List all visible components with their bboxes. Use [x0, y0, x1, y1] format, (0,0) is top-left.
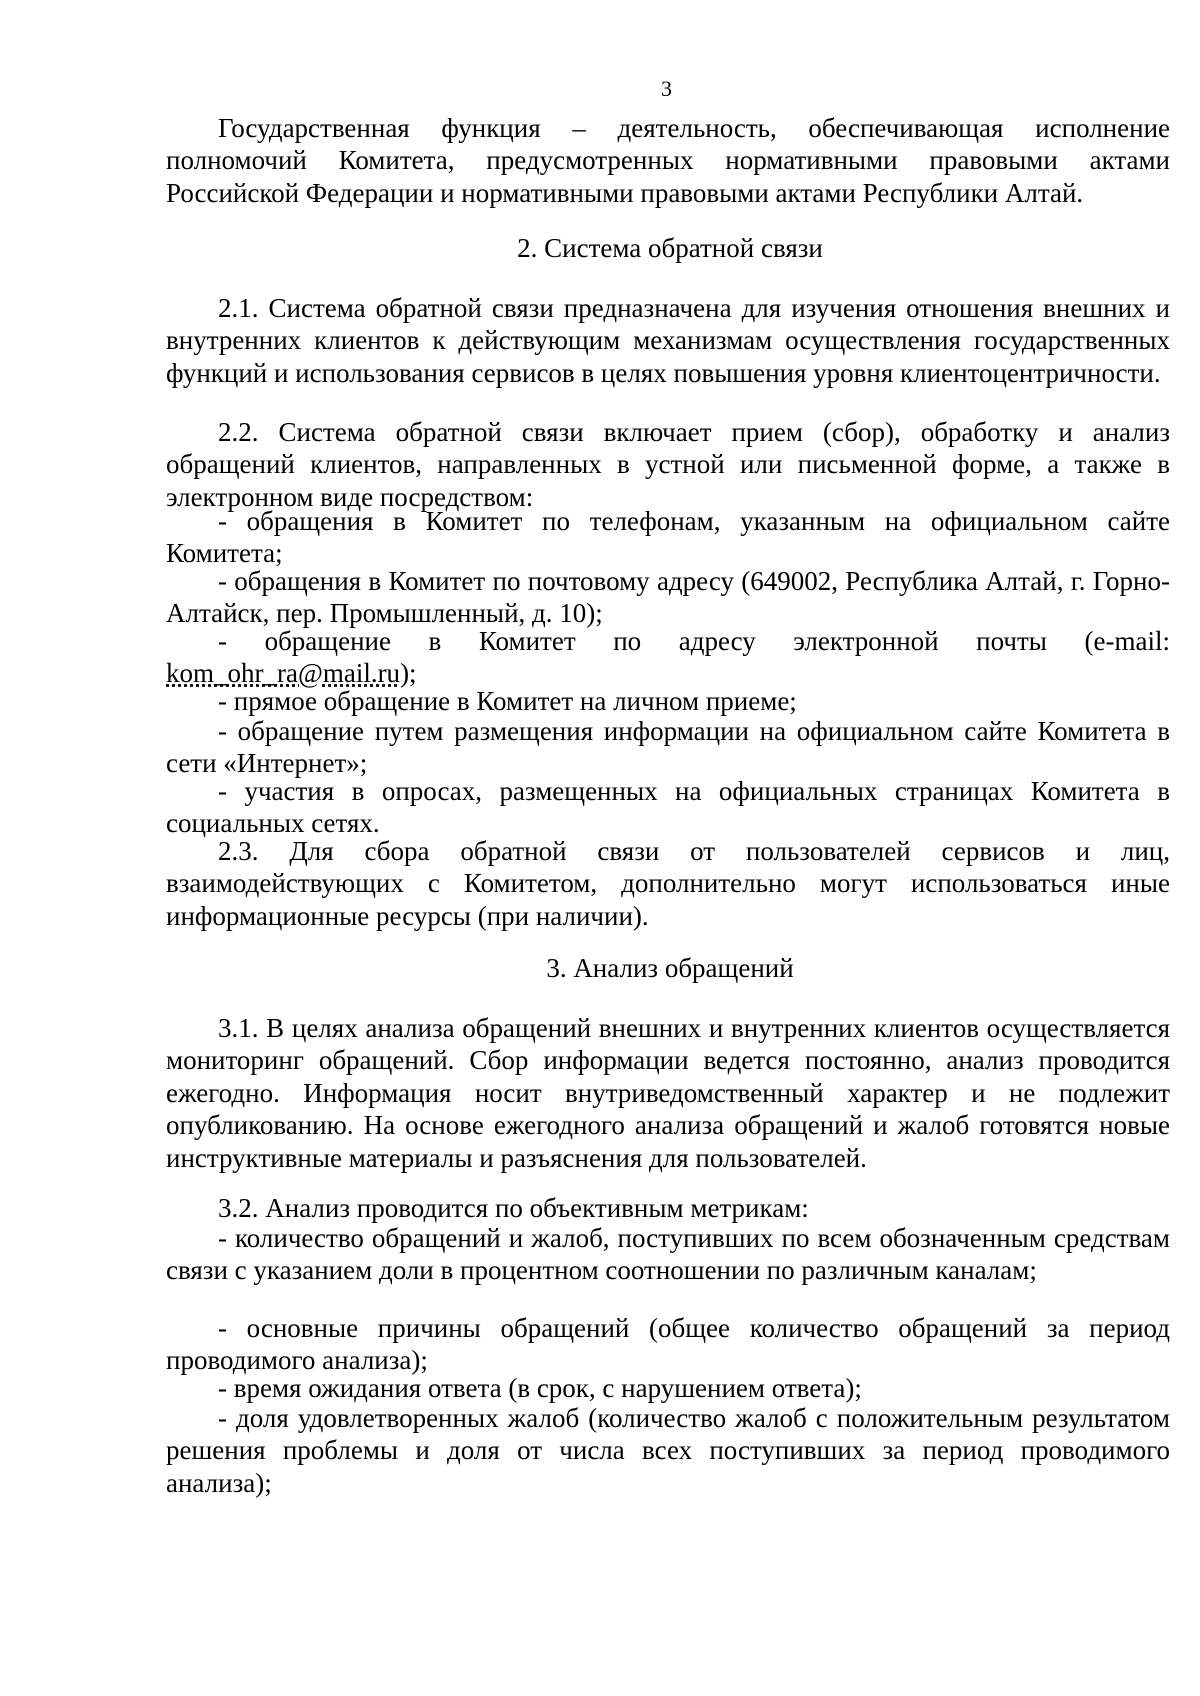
- paragraph-2-1: 2.1. Система обратной связи предназначена для изучения отношения внешних и внутренних клиентов к действующим механизмам осуществления государственных функций и использования сервисов в целях повышения уровня клиентоцентричности.: [166, 293, 1170, 388]
- list-item-phone: - обращения в Комитет по телефонам, указанным на официальном сайте Комитета;: [166, 506, 1170, 569]
- email-item-prefix: - обращение в Комитет по адресу электронной почты (e-mail:: [218, 626, 1170, 656]
- list-item-polls: - участия в опросах, размещенных на официальных страницах Комитета в социальных сетях.: [166, 776, 1170, 839]
- metric-item-reasons: - основные причины обращений (общее количество обращений за период проводимого анализа);: [166, 1313, 1170, 1376]
- section-3-heading: 3. Анализ обращений: [546, 953, 794, 983]
- paragraph-3-1: 3.1. В целях анализа обращений внешних и внутренних клиентов осуществляется мониторинг обращений. Сбор информации ведется постоянно, анализ проводится ежегодно. Информация носит внутриведомственный характер и не подлежит опубликованию. На основе ежегодного анализа обращений и жалоб готовятся новые инструктивные материалы и разъяснения для пользователей.: [166, 1013, 1170, 1173]
- page-number: 3: [661, 76, 672, 101]
- metric-item-wait: - время ожидания ответа (в срок, с нарушением ответа);: [218, 1373, 862, 1403]
- paragraph-2-3: 2.3. Для сбора обратной связи от пользователей сервисов и лиц, взаимодействующих с Комитетом, дополнительно могут использоваться иные информационные ресурсы (при наличии).: [166, 836, 1170, 931]
- metric-item-satisfied: - доля удовлетворенных жалоб (количество жалоб с положительным результатом решения проблемы и доля от числа всех поступивших за период проводимого анализа);: [166, 1403, 1170, 1498]
- email-item-suffix: );: [400, 658, 417, 689]
- email-link[interactable]: kom_ohr_ra@mail.ru: [166, 658, 401, 689]
- definition-paragraph: Государственная функция – деятельность, обеспечивающая исполнение полномочий Комитета, предусмотренных нормативными правовыми актами Российской Федерации и нормативными правовыми актами Республики Алтай.: [166, 113, 1170, 208]
- list-item-site: - обращение путем размещения информации на официальном сайте Комитета в сети «Интернет»;: [166, 716, 1170, 779]
- section-2-heading: 2. Система обратной связи: [517, 233, 823, 263]
- paragraph-2-2: 2.2. Система обратной связи включает прием (сбор), обработку и анализ обращений клиентов, направленных в устной или письменной форме, а также в электронном виде посредством:: [166, 417, 1170, 512]
- paragraph-3-2: 3.2. Анализ проводится по объективным метрикам:: [218, 1193, 809, 1223]
- list-item-post: - обращения в Комитет по почтовому адресу (649002, Республика Алтай, г. Горно-Алтайск, пер. Промышленный, д. 10);: [166, 566, 1170, 629]
- list-item-direct: - прямое обращение в Комитет на личном приеме;: [218, 686, 797, 716]
- metric-item-count: - количество обращений и жалоб, поступивших по всем обозначенным средствам связи с указанием доли в процентном соотношении по различным каналам;: [166, 1223, 1170, 1286]
- list-item-email: [166, 625, 1170, 690]
